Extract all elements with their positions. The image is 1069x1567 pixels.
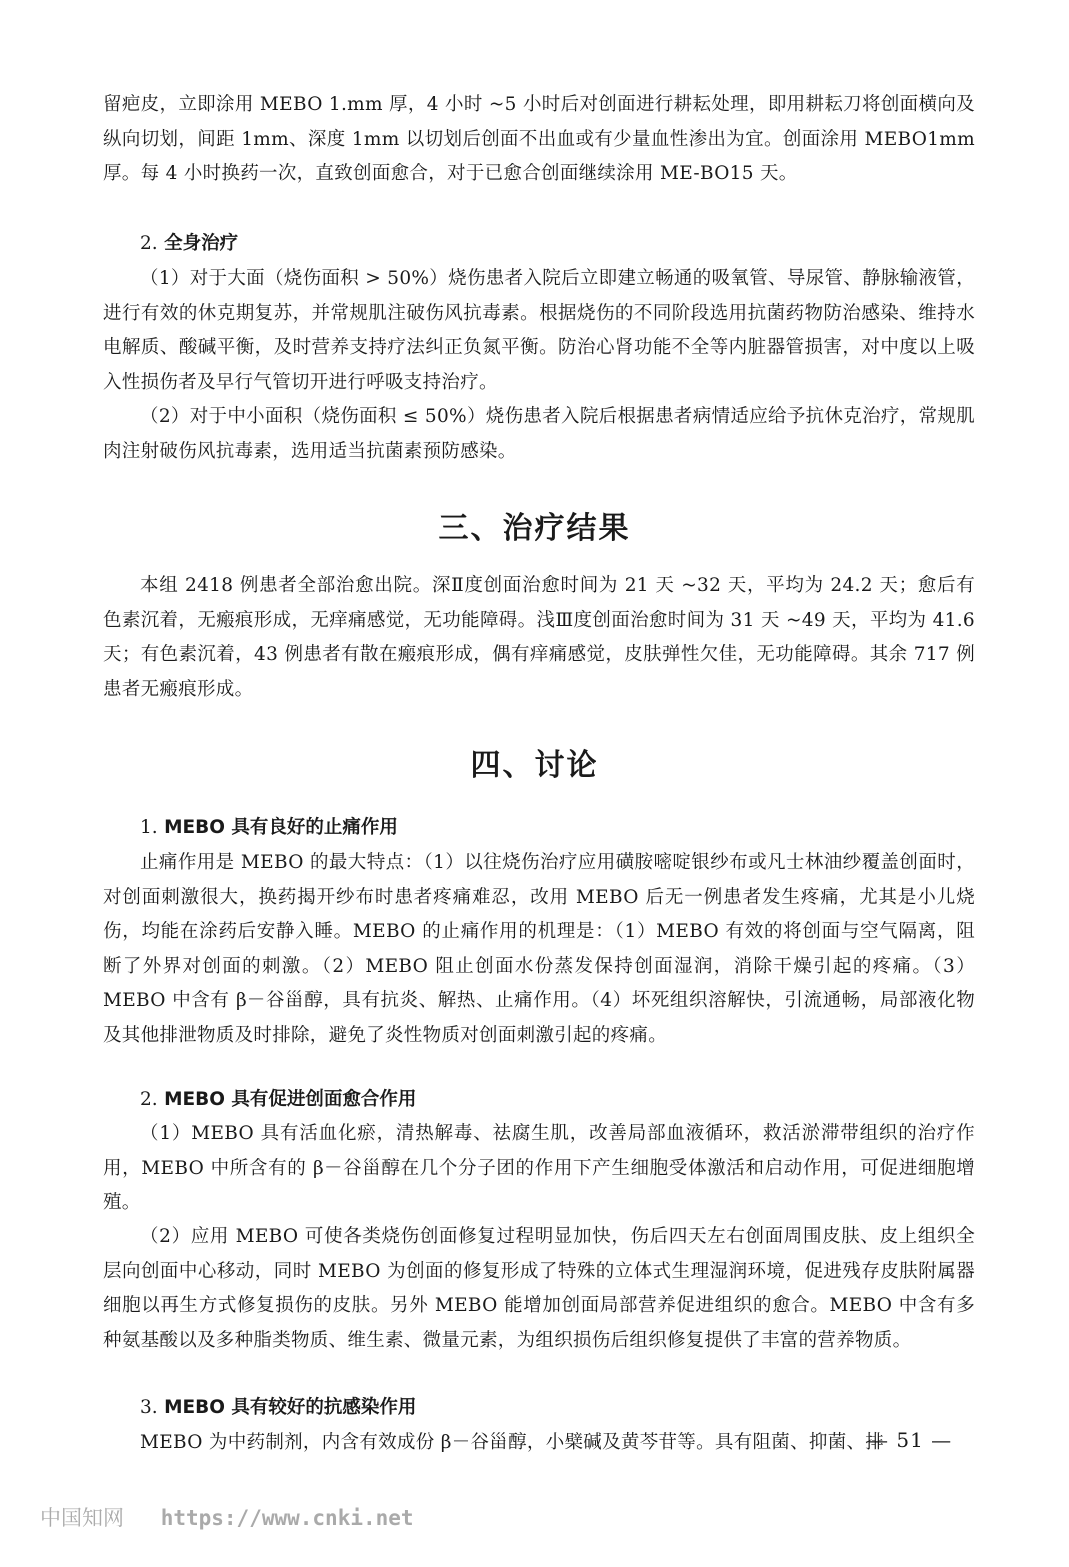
subheading-number: 2. [140, 1089, 158, 1110]
subheading-title: 全身治疗 [164, 233, 239, 254]
subheading-title: MEBO 具有促进创面愈合作用 [164, 1089, 417, 1110]
paragraph-large-area-burns: （1）对于大面（烧伤面积 > 50%）烧伤患者入院后立即建立畅通的吸氧管、导尿管、静脉输液管，进行有效的休克期复苏，并常规肌注破伤风抗毒素。根据烧伤的不同阶段选用抗菌药物防治感染、维持水电解质、酸碱平衡，及时营养支持疗法纠正负氮平衡。防治心肾功能不全等内脏器管损害，对中度以上吸入性损伤者及早行气管切开进行呼吸支持治疗。 [103, 268, 975, 393]
paragraph-anti-infection: MEBO 为中药制剂，内含有效成份 β－谷甾醇，小檗碱及黄芩苷等。具有阻菌、抑菌、排 [140, 1432, 885, 1453]
footer-url[interactable]: https://www.cnki.net [160, 1506, 414, 1530]
paragraph-small-area-burns: （2）对于中小面积（烧伤面积 ≤ 50%）烧伤患者入院后根据患者病情适应给予抗休克治疗，常规肌肉注射破伤风抗毒素，选用适当抗菌素预防感染。 [103, 406, 975, 462]
paragraph-wound-healing-2: （2）应用 MEBO 可使各类烧伤创面修复过程明显加快，伤后四天左右创面周围皮肤、皮上组织全层向创面中心移动，同时 MEBO 为创面的修复形成了特殊的立体式生理湿润环境，促进残存皮肤附属器细胞以再生方式修复损伤的皮肤。另外 MEBO 能增加创面局部营养促进组织的愈合。MEBO 中含有多种氨基酸以及多种脂类物质、维生素、微量元素，为组织损伤后组织修复提供了丰富的营养物质。 [103, 1226, 975, 1351]
subheading-title: MEBO 具有较好的抗感染作用 [164, 1397, 417, 1418]
footer-brand: 中国知网 [40, 1506, 124, 1530]
page-number: — 51 — [868, 1428, 953, 1452]
section-heading-discussion: 四、讨论 [470, 748, 599, 783]
subheading-number: 2. [140, 233, 158, 254]
paragraph-analgesic-effect: 止痛作用是 MEBO 的最大特点：（1）以往烧伤治疗应用磺胺嘧啶银纱布或凡士林油纱覆盖创面时，对创面刺激很大，换药揭开纱布时患者疼痛难忍，改用 MEBO 后无一例患者发生疼痛，尤其是小儿烧伤，均能在涂药后安静入睡。MEBO 的止痛作用的机理是：（1）MEBO 有效的将创面与空气隔离，阻断了外界对创面的刺激。（2）MEBO 阻止创面水份蒸发保持创面湿润，消除干燥引起的疼痛。（3）MEBO 中含有 β－谷甾醇，具有抗炎、解热、止痛作用。（4）坏死组织溶解快，引流通畅，局部液化物及其他排泄物质及时排除，避免了炎性物质对创面刺激引起的疼痛。 [103, 852, 975, 1046]
subheading-anti-infection [140, 1391, 416, 1426]
paragraph-wound-healing-1: （1）MEBO 具有活血化瘀，清热解毒、祛腐生肌，改善局部血液循环，救活淤滞带组织的治疗作用，MEBO 中所含有的 β－谷甾醇在几个分子团的作用下产生细胞受体激活和启动作用，可促进细胞增殖。 [103, 1123, 975, 1213]
subheading-analgesic-effect [140, 811, 398, 846]
watermark-footer [40, 1502, 414, 1532]
subheading-title: MEBO 具有良好的止痛作用 [164, 817, 398, 838]
section-heading-results: 三、治疗结果 [438, 511, 631, 546]
paragraph-treatment-continued: 留疤皮，立即涂用 MEBO 1.mm 厚，4 小时 ~5 小时后对创面进行耕耘处理，即用耕耘刀将创面横向及纵向切划，间距 1mm、深度 1mm 以切划后创面不出血或有少量血性渗出为宜。创面涂用 MEBO1mm 厚。每 4 小时换药一次，直致创面愈合，对于已愈合创面继续涂用 ME-BO15 天。 [103, 94, 975, 184]
subheading-number: 3. [140, 1397, 158, 1418]
subheading-wound-healing [140, 1083, 416, 1118]
subheading-number: 1. [140, 817, 158, 838]
subheading-systemic-treatment [140, 227, 238, 262]
paragraph-results: 本组 2418 例患者全部治愈出院。深Ⅱ度创面治愈时间为 21 天 ~32 天，平均为 24.2 天；愈后有色素沉着，无瘢痕形成，无痒痛感觉，无功能障碍。浅Ⅲ度创面治愈时间为 31 天 ~49 天，平均为 41.6 天；有色素沉着，43 例患者有散在瘢痕形成，偶有痒痛感觉，皮肤弹性欠佳，无功能障碍。其余 717 例患者无瘢痕形成。 [103, 575, 975, 700]
